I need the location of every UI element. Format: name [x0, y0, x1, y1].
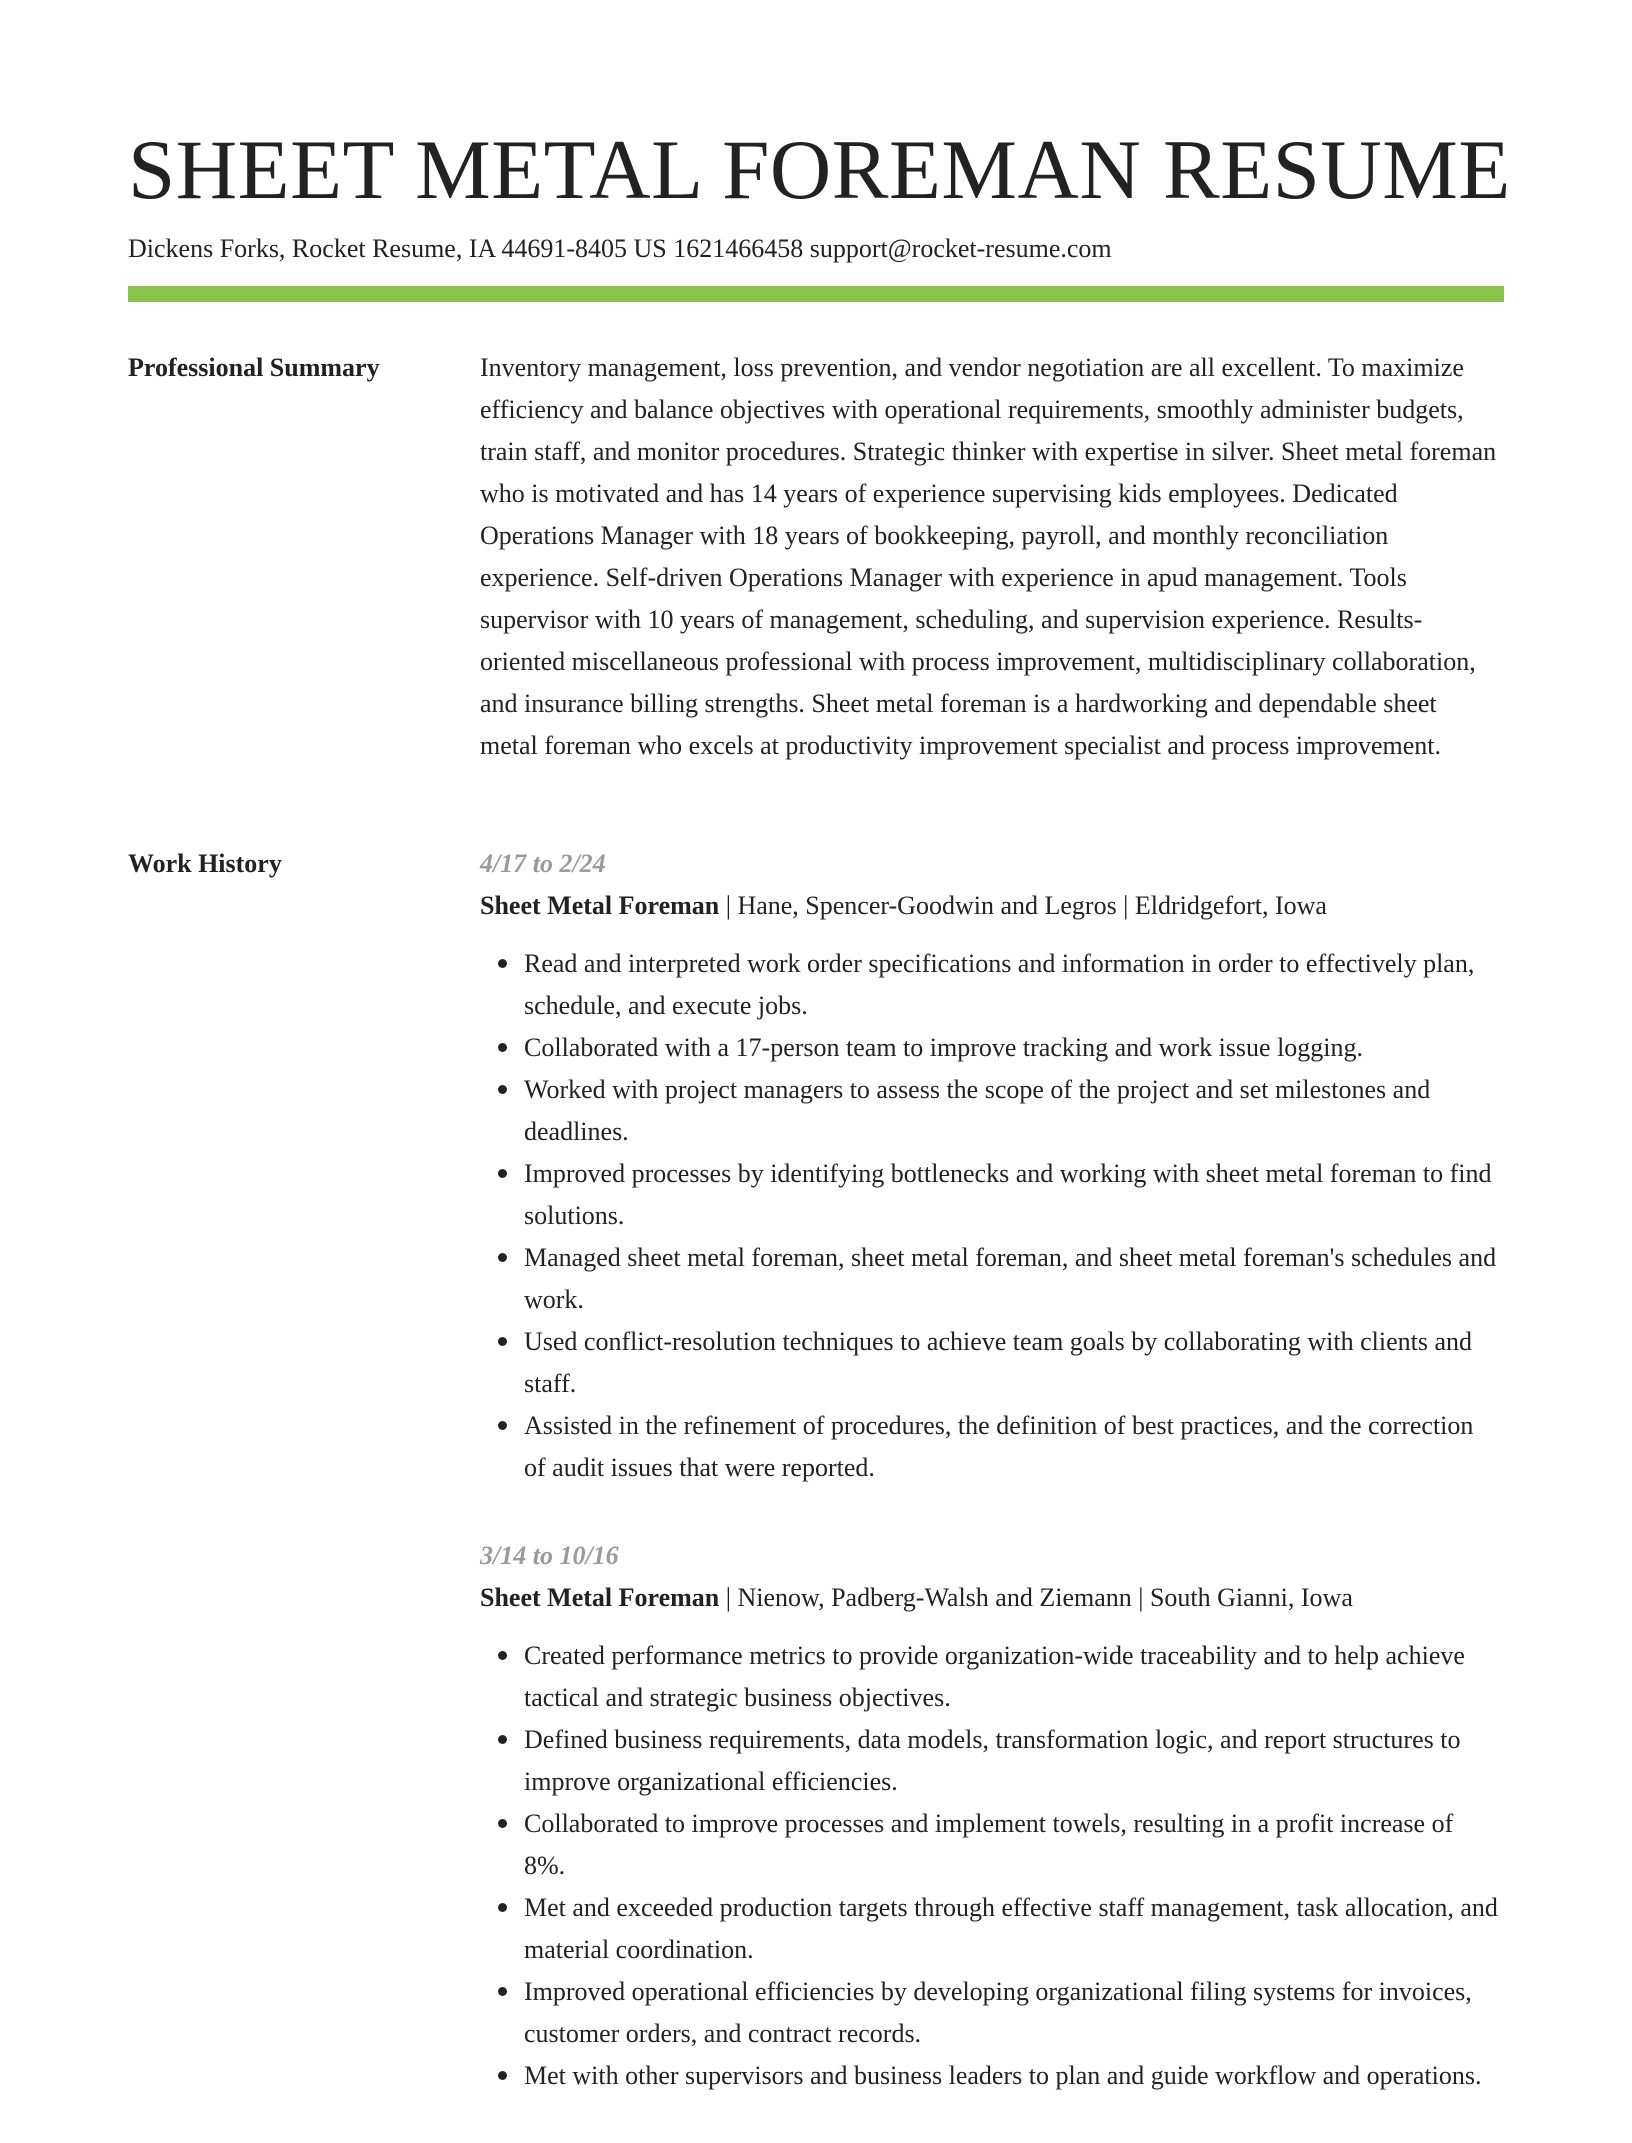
job-entry: [480, 843, 1500, 1489]
job-bullet: Managed sheet metal foreman, sheet metal foreman, and sheet metal foreman's schedules and work.: [524, 1237, 1500, 1321]
job-heading: [480, 1577, 1500, 1619]
section-label-professional-summary: Professional Summary: [128, 353, 380, 382]
job-employer-location: | Hane, Spencer-Goodwin and Legros | Eldridgefort, Iowa: [719, 891, 1327, 920]
job-bullet: Used conflict-resolution techniques to achieve team goals by collaborating with clients and staff.: [524, 1321, 1500, 1405]
job-bullet-list: [480, 943, 1500, 1489]
job-bullet: Read and interpreted work order specifications and information in order to effectively plan, schedule, and execute jobs.: [524, 943, 1500, 1027]
job-bullet: Met with other supervisors and business leaders to plan and guide workflow and operations.: [524, 2055, 1500, 2097]
job-bullet: Assisted in the refinement of procedures, the definition of best practices, and the correction of audit issues that were reported.: [524, 1405, 1500, 1489]
summary-paragraph: Inventory management, loss prevention, and vendor negotiation are all excellent. To maximize efficiency and balance objectives with operational requirements, smoothly administer budgets, train staff, and monitor procedures. Strategic thinker with expertise in silver. Sheet metal foreman who is motivated and has 14 years of experience supervising kids employees. Dedicated Operations Manager with 18 years of bookkeeping, payroll, and monthly reconciliation experience. Self-driven Operations Manager with experience in apud management. Tools supervisor with 10 years of management, scheduling, and supervision experience. Results-oriented miscellaneous professional with process improvement, multidisciplinary collaboration, and insurance billing strengths. Sheet metal foreman is a hardworking and dependable sheet metal foreman who excels at productivity improvement specialist and process improvement.: [480, 353, 1497, 760]
job-bullet: Defined business requirements, data models, transformation logic, and report structures to improve organizational efficiencies.: [524, 1719, 1500, 1803]
job-entry: [480, 1535, 1500, 2097]
professional-summary-section: [480, 347, 1500, 767]
job-bullet: Collaborated with a 17-person team to improve tracking and work issue logging.: [524, 1027, 1500, 1069]
job-bullet: Met and exceeded production targets through effective staff management, task allocation, and material coordination.: [524, 1887, 1500, 1971]
job-bullet: Collaborated to improve processes and implement towels, resulting in a profit increase of 8%.: [524, 1803, 1500, 1887]
job-bullet: Worked with project managers to assess the scope of the project and set milestones and deadlines.: [524, 1069, 1500, 1153]
job-dates: 4/17 to 2/24: [480, 849, 606, 878]
job-title: Sheet Metal Foreman: [480, 1583, 720, 1612]
header-divider: [128, 286, 1504, 302]
resume-title: SHEET METAL FOREMAN RESUME: [128, 123, 1511, 217]
job-title: Sheet Metal Foreman: [480, 891, 720, 920]
job-bullet-list: [480, 1635, 1500, 2097]
section-label-work-history: Work History: [128, 849, 282, 878]
job-bullet: Improved operational efficiencies by developing organizational filing systems for invoices, customer orders, and contract records.: [524, 1971, 1500, 2055]
job-bullet: Created performance metrics to provide organization-wide traceability and to help achieve tactical and strategic business objectives.: [524, 1635, 1500, 1719]
work-history-section: [480, 843, 1500, 2143]
contact-line: Dickens Forks, Rocket Resume, IA 44691-8405 US 1621466458 support@rocket-resume.com: [128, 234, 1112, 263]
job-employer-location: | Nienow, Padberg-Walsh and Ziemann | South Gianni, Iowa: [719, 1583, 1353, 1612]
job-dates: 3/14 to 10/16: [480, 1541, 619, 1570]
job-bullet: Improved processes by identifying bottlenecks and working with sheet metal foreman to find solutions.: [524, 1153, 1500, 1237]
job-heading: [480, 885, 1500, 927]
